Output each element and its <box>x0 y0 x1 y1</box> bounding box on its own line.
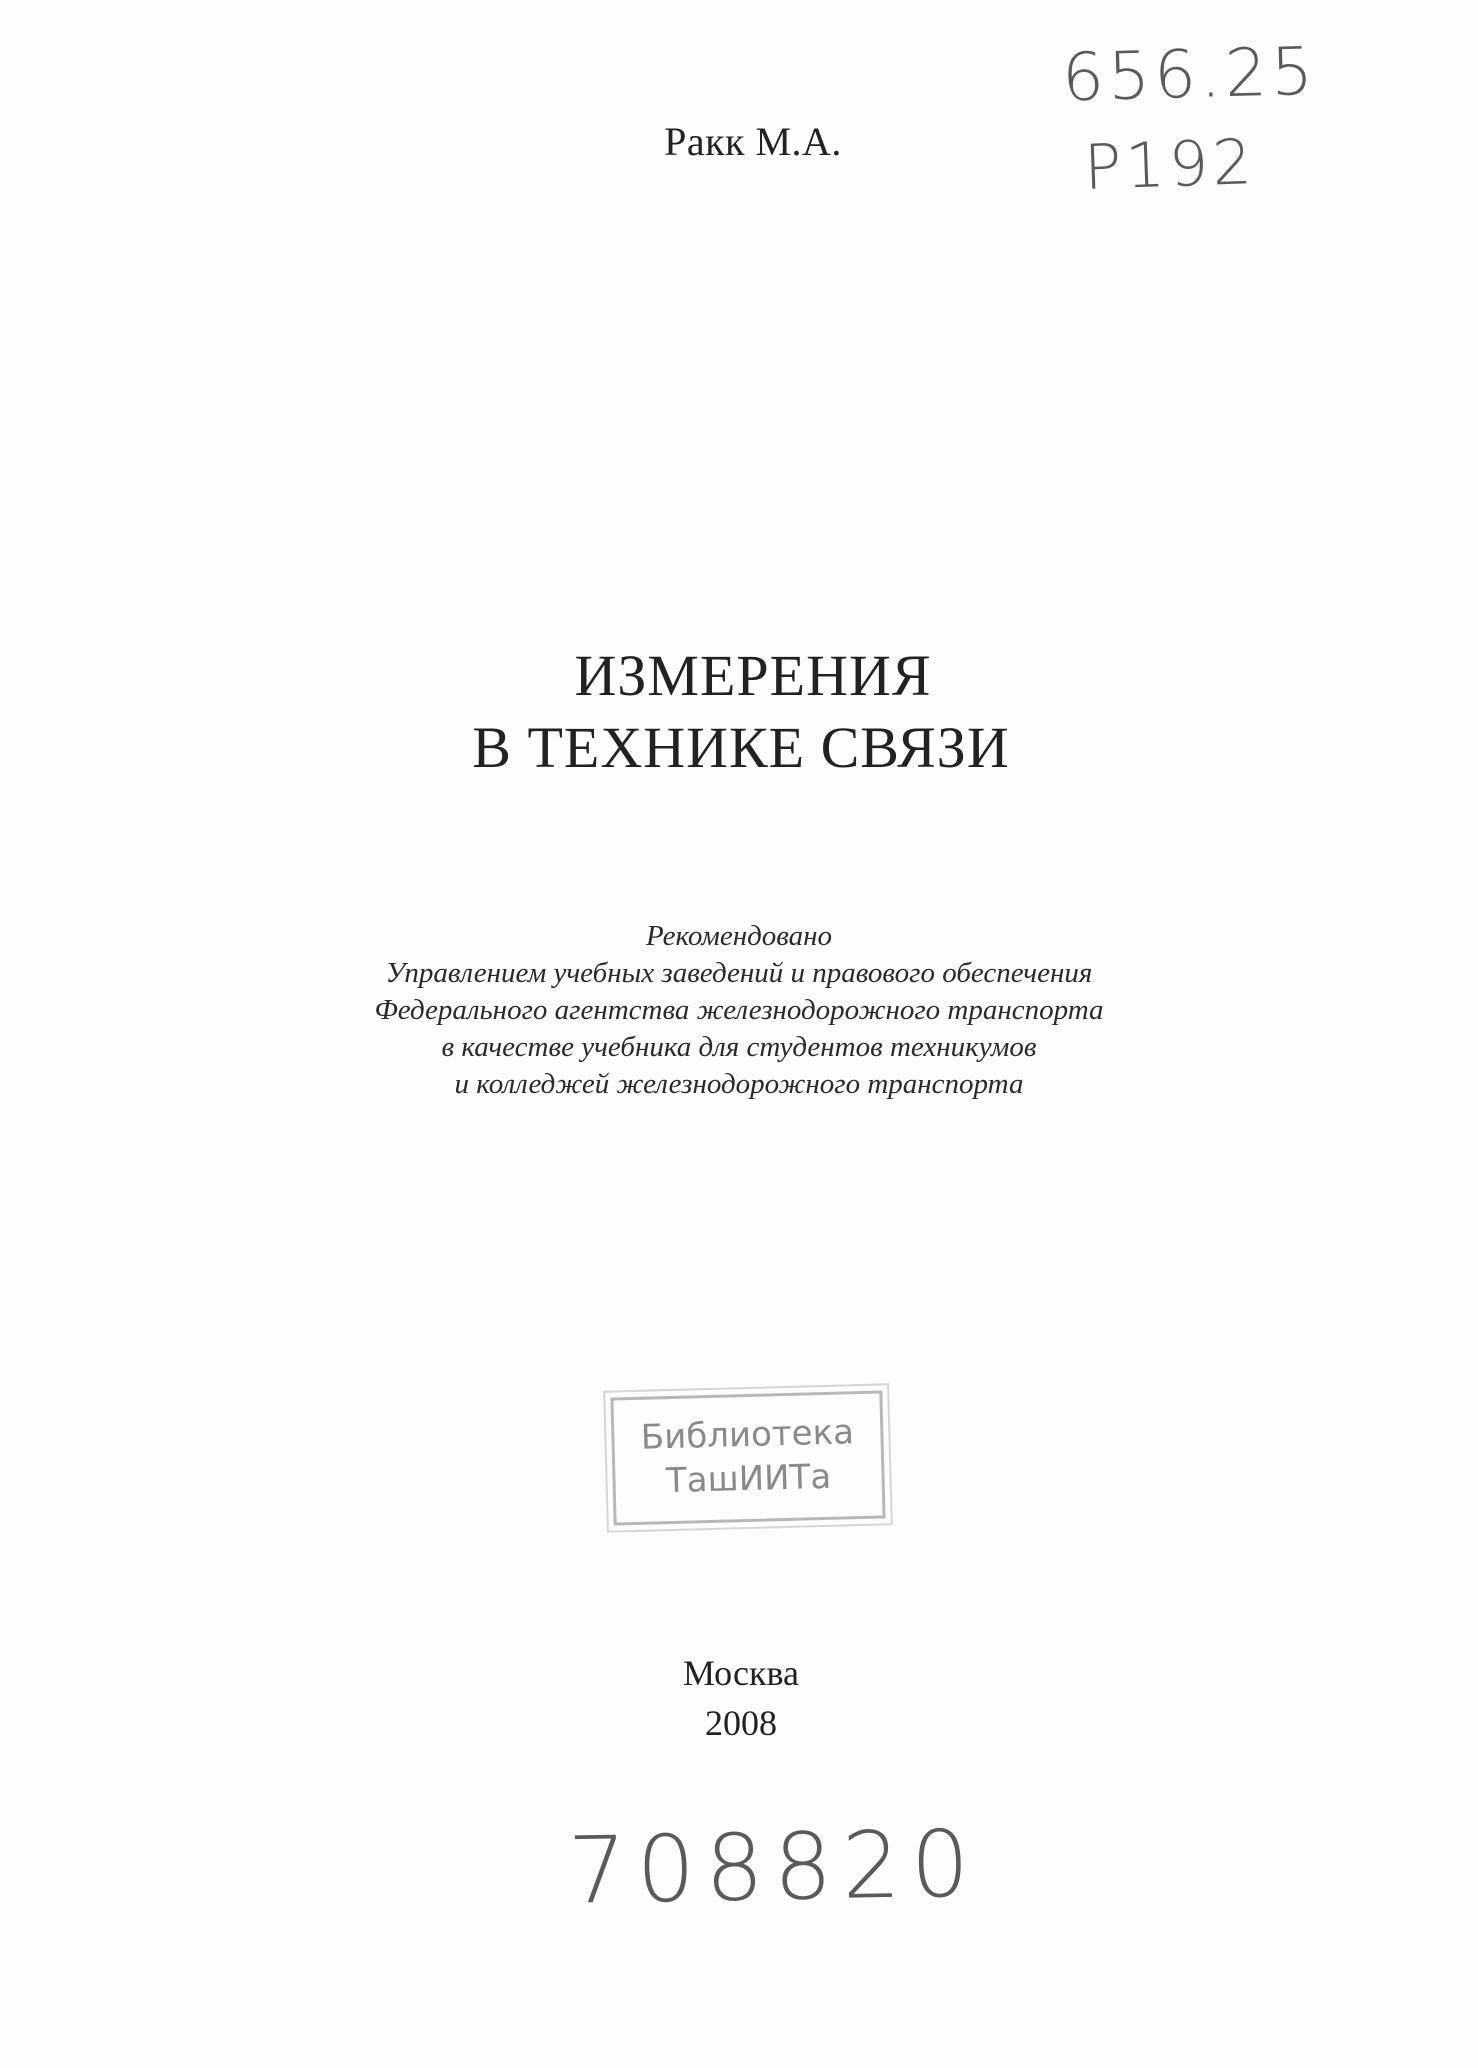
recommendation-line-2: Управлением учебных заведений и правового обеспечения <box>385 957 1093 989</box>
recommendation-line-5: и колледжей железнодорожного транспорта <box>454 1068 1024 1100</box>
author-name <box>0 118 1478 165</box>
handwritten-call-number: 656.25 <box>1061 32 1318 117</box>
handwritten-call-letter: Р192 <box>1082 125 1257 204</box>
recommendation-line-1: Рекомендовано <box>645 920 833 952</box>
book-title <box>0 640 1478 784</box>
stamp-line-2: ТашИИТа <box>665 1456 832 1502</box>
publication-info <box>0 1648 1478 1748</box>
title-line-2: В ТЕХНИКЕ СВЯЗИ <box>472 715 1010 780</box>
recommendation-line-4: в качестве учебника для студентов техникумов <box>441 1031 1037 1063</box>
publication-year: 2008 <box>705 1703 777 1743</box>
author-text: Ракк М.А. <box>664 119 842 164</box>
library-stamp <box>610 1390 885 1525</box>
recommendation-line-3: Федерального агентства железнодорожного транспорта <box>374 994 1104 1026</box>
publication-city: Москва <box>683 1653 799 1693</box>
title-line-1: ИЗМЕРЕНИЯ <box>574 643 932 708</box>
handwritten-inventory-number: 708820 <box>567 1810 981 1925</box>
recommendation-block <box>0 918 1478 1103</box>
stamp-line-1: Библиотека <box>640 1412 855 1458</box>
